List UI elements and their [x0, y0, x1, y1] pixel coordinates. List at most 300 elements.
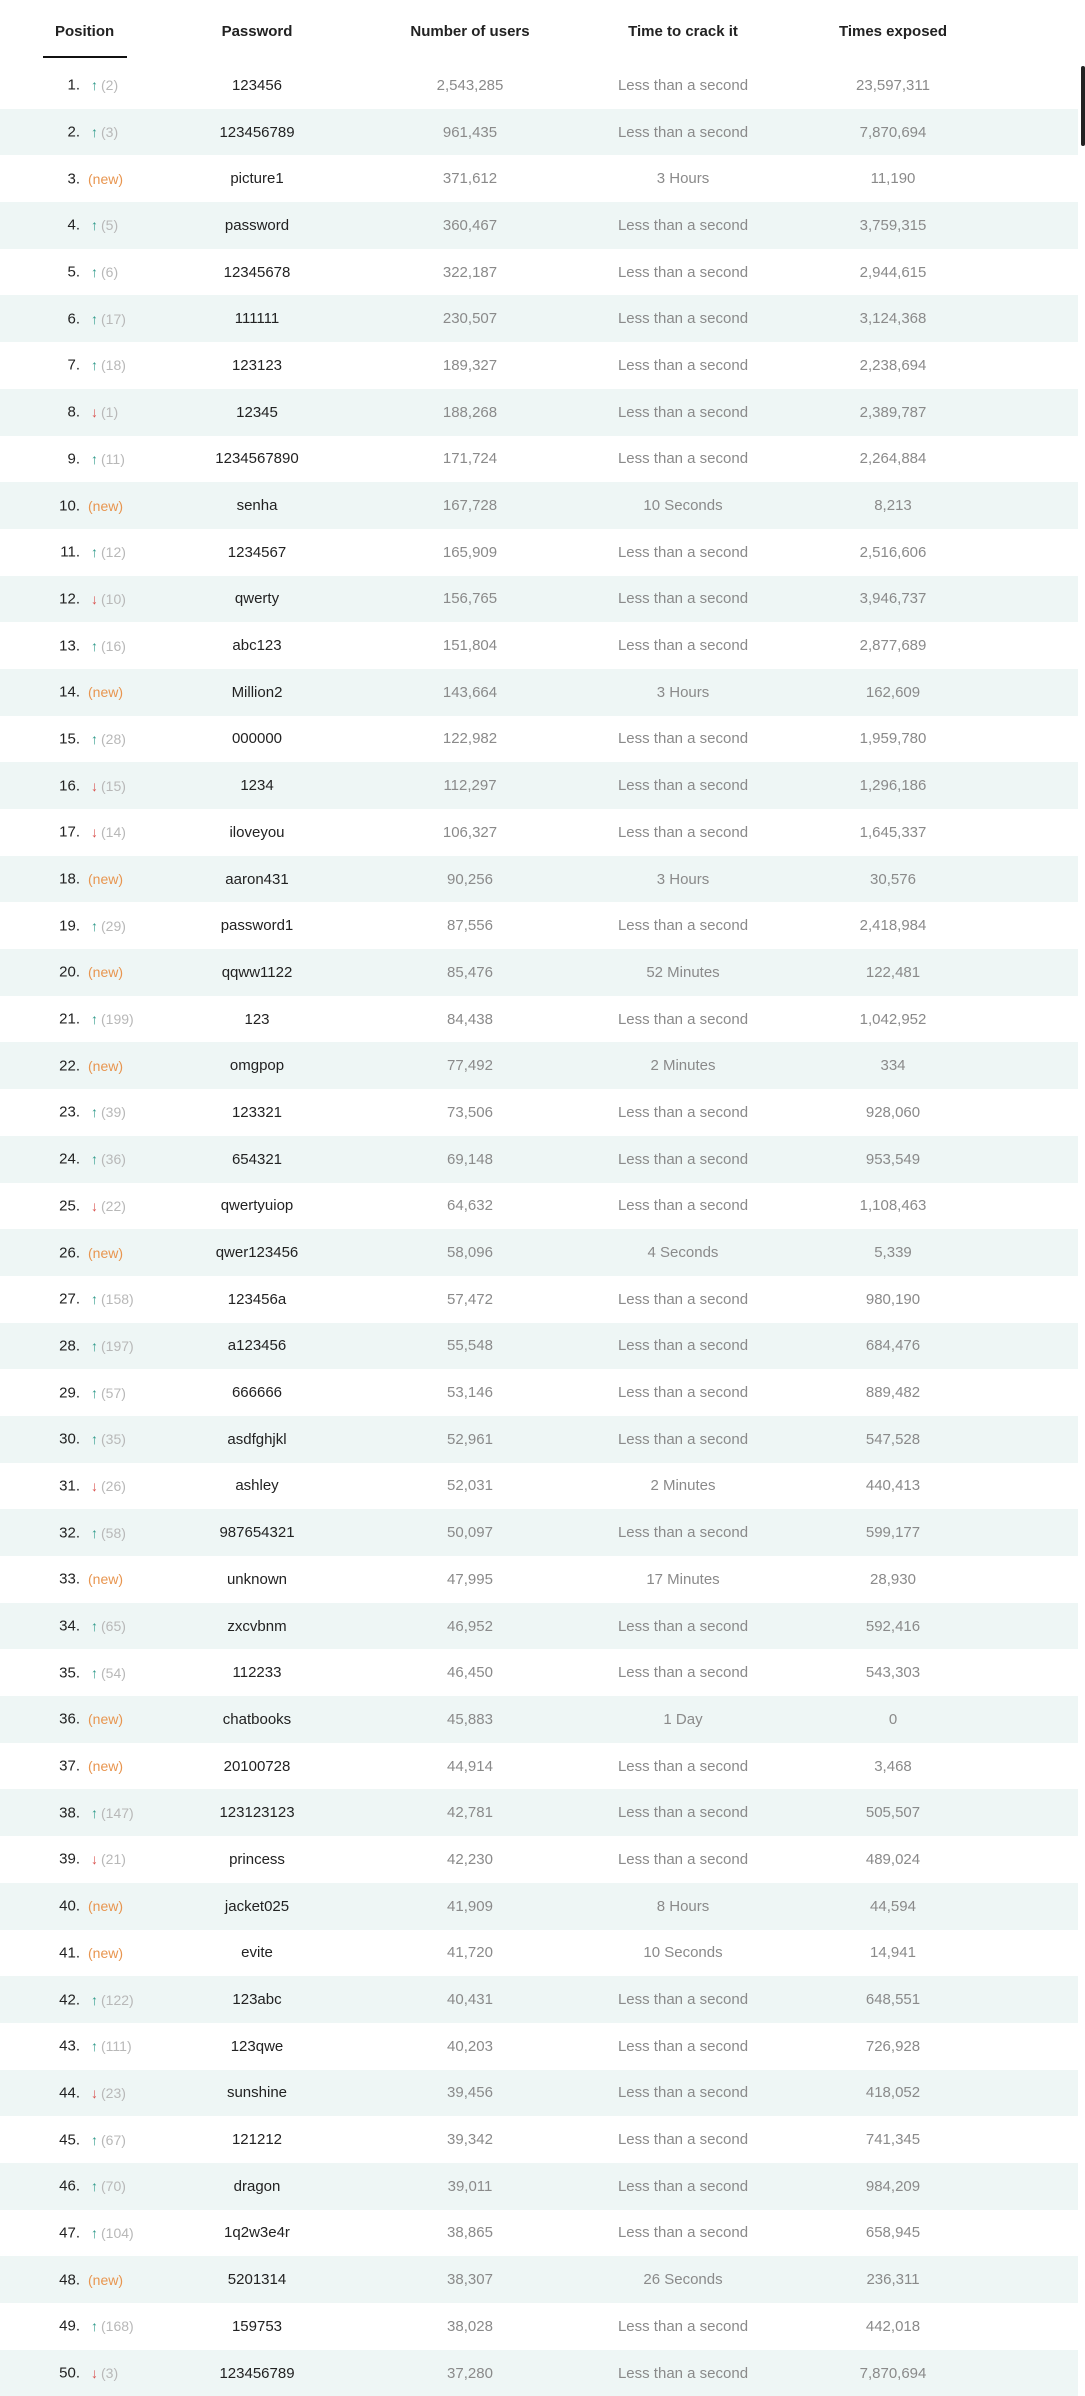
- previous-rank: (6): [101, 264, 119, 281]
- users-count-cell: 44,914: [447, 1757, 493, 1775]
- users-count-cell: 42,230: [447, 1850, 493, 1868]
- crack-time-cell: Less than a second: [617, 1197, 749, 1215]
- column-header-position-label: Position: [55, 22, 115, 40]
- rank-change: [88, 2085, 126, 2101]
- previous-rank: (2): [101, 77, 119, 94]
- times-exposed-cell: 418,052: [865, 2084, 921, 2102]
- table-row: [0, 2116, 1078, 2163]
- rank-change: [88, 1431, 126, 1447]
- position-cell: [0, 2350, 172, 2396]
- rank-number: 16.: [59, 777, 80, 795]
- new-entry-tag: (new): [88, 2271, 124, 2288]
- password-cell: jacket025: [224, 1897, 290, 1915]
- rank-change: [88, 2132, 126, 2148]
- crack-time-cell: 3 Hours: [656, 683, 710, 701]
- users-count-cell: 37,280: [447, 2364, 493, 2382]
- crack-time-cell: Less than a second: [617, 917, 749, 935]
- table-row: [0, 295, 1078, 342]
- previous-rank: (111): [101, 2038, 132, 2055]
- users-count-cell: 230,507: [442, 310, 498, 328]
- table-row: [0, 2350, 1078, 2396]
- previous-rank: (3): [101, 124, 119, 141]
- rank-change: [88, 77, 118, 93]
- previous-rank: (23): [101, 2084, 126, 2101]
- times-exposed-cell: 23,597,311: [856, 76, 930, 94]
- position-cell: [0, 62, 172, 109]
- times-exposed-cell: 14,941: [870, 1944, 916, 1962]
- rank-number: 9.: [67, 450, 80, 468]
- password-cell: 12345678: [223, 263, 291, 281]
- times-exposed-cell: 1,296,186: [859, 777, 927, 795]
- table-row: [0, 1416, 1078, 1463]
- position-cell: [0, 1276, 172, 1323]
- crack-time-cell: Less than a second: [617, 1664, 749, 1682]
- times-exposed-cell: 928,060: [865, 1103, 921, 1121]
- rank-number: 33.: [59, 1570, 80, 1588]
- rank-change: [88, 124, 118, 140]
- arrow-up-icon: ↑: [91, 264, 98, 281]
- rank-change: [88, 1945, 123, 1961]
- table-row: [0, 902, 1078, 949]
- crack-time-cell: Less than a second: [617, 730, 749, 748]
- times-exposed-cell: 543,303: [865, 1664, 921, 1682]
- rank-change: [88, 731, 126, 747]
- position-cell: [0, 202, 172, 249]
- arrow-up-icon: ↑: [91, 1104, 98, 1121]
- new-entry-tag: (new): [88, 871, 124, 888]
- arrow-down-icon: ↓: [91, 590, 98, 607]
- crack-time-cell: Less than a second: [617, 777, 749, 795]
- rank-change: [88, 264, 118, 280]
- rank-number: 37.: [59, 1757, 80, 1775]
- password-cell: 123: [244, 1010, 270, 1028]
- rank-change: [88, 1851, 126, 1867]
- crack-time-cell: Less than a second: [617, 1290, 749, 1308]
- password-cell: zxcvbnm: [227, 1617, 287, 1635]
- rank-change: [88, 964, 123, 980]
- arrow-up-icon: ↑: [91, 124, 98, 141]
- crack-time-cell: 10 Seconds: [643, 497, 723, 515]
- crack-time-cell: Less than a second: [617, 76, 749, 94]
- users-count-cell: 189,327: [442, 356, 498, 374]
- rank-change: [88, 2225, 134, 2241]
- rank-number: 29.: [59, 1384, 80, 1402]
- crack-time-cell: Less than a second: [617, 403, 749, 421]
- arrow-up-icon: ↑: [91, 1291, 98, 1308]
- times-exposed-cell: 1,108,463: [859, 1197, 927, 1215]
- times-exposed-cell: 442,018: [865, 2317, 921, 2335]
- users-count-cell: 84,438: [447, 1010, 493, 1028]
- table-row: [0, 2023, 1078, 2070]
- arrow-down-icon: ↓: [91, 1851, 98, 1868]
- crack-time-cell: Less than a second: [617, 1384, 749, 1402]
- users-count-cell: 73,506: [447, 1103, 493, 1121]
- arrow-up-icon: ↑: [91, 1524, 98, 1541]
- arrow-up-icon: ↑: [91, 217, 98, 234]
- password-cell: evite: [241, 1944, 273, 1962]
- table-row: [0, 436, 1078, 483]
- rank-number: 28.: [59, 1337, 80, 1355]
- password-cell: qwerty: [234, 590, 280, 608]
- users-count-cell: 165,909: [442, 543, 498, 561]
- arrow-up-icon: ↑: [91, 1151, 98, 1168]
- arrow-up-icon: ↑: [91, 77, 98, 94]
- password-cell: 987654321: [219, 1524, 295, 1542]
- column-header-users[interactable]: [342, 0, 598, 62]
- users-count-cell: 39,342: [447, 2131, 493, 2149]
- new-entry-tag: (new): [88, 1244, 124, 1261]
- previous-rank: (22): [101, 1197, 126, 1214]
- position-cell: [0, 1976, 172, 2023]
- users-count-cell: 52,031: [447, 1477, 493, 1495]
- rank-number: 43.: [59, 2037, 80, 2055]
- arrow-up-icon: ↑: [91, 544, 98, 561]
- password-cell: 1q2w3e4r: [224, 2224, 290, 2242]
- table-row: [0, 1369, 1078, 1416]
- rank-change: [88, 1058, 123, 1074]
- crack-time-cell: Less than a second: [617, 543, 749, 561]
- times-exposed-cell: 489,024: [865, 1850, 921, 1868]
- rank-number: 13.: [59, 637, 80, 655]
- users-count-cell: 52,961: [447, 1430, 493, 1448]
- rank-change: [88, 2178, 126, 2194]
- users-count-cell: 39,011: [447, 2177, 493, 2195]
- previous-rank: (12): [101, 544, 126, 561]
- users-count-cell: 64,632: [447, 1197, 493, 1215]
- arrow-up-icon: ↑: [91, 917, 98, 934]
- password-cell: qwer123456: [215, 1244, 299, 1262]
- rank-change: [88, 498, 123, 514]
- rank-number: 40.: [59, 1897, 80, 1915]
- users-count-cell: 45,883: [447, 1710, 493, 1728]
- rank-number: 15.: [59, 730, 80, 748]
- password-cell: ashley: [235, 1477, 279, 1495]
- position-cell: [0, 949, 172, 996]
- times-exposed-cell: 2,418,984: [859, 917, 927, 935]
- password-cell: chatbooks: [222, 1710, 292, 1728]
- crack-time-cell: 26 Seconds: [643, 2271, 723, 2289]
- password-cell: omgpop: [229, 1057, 285, 1075]
- times-exposed-cell: 44,594: [870, 1897, 916, 1915]
- users-count-cell: 38,307: [447, 2271, 493, 2289]
- new-entry-tag: (new): [88, 1944, 124, 1961]
- users-count-cell: 167,728: [442, 497, 498, 515]
- position-cell: [0, 622, 172, 669]
- position-cell: [0, 249, 172, 296]
- users-count-cell: 40,431: [447, 1991, 493, 2009]
- previous-rank: (10): [101, 590, 126, 607]
- new-entry-tag: (new): [88, 1711, 124, 1728]
- position-cell: [0, 1509, 172, 1556]
- table-row: [0, 1836, 1078, 1883]
- users-count-cell: 122,982: [442, 730, 498, 748]
- users-count-cell: 360,467: [442, 216, 498, 234]
- times-exposed-cell: 2,238,694: [859, 356, 927, 374]
- table-row: [0, 1556, 1078, 1603]
- crack-time-cell: Less than a second: [617, 2364, 749, 2382]
- position-cell: [0, 2210, 172, 2257]
- new-entry-tag: (new): [88, 1898, 124, 1915]
- password-cell: a123456: [227, 1337, 287, 1355]
- table-row: [0, 155, 1078, 202]
- users-count-cell: 69,148: [447, 1150, 493, 1168]
- scrollbar-thumb[interactable]: [1081, 66, 1085, 146]
- password-cell: password1: [220, 917, 294, 935]
- password-cell: 111111: [234, 310, 280, 328]
- rank-number: 44.: [59, 2084, 80, 2102]
- users-count-cell: 42,781: [447, 1804, 493, 1822]
- position-cell: [0, 2070, 172, 2117]
- previous-rank: (70): [101, 2178, 126, 2195]
- table-body: [0, 62, 1078, 2396]
- position-cell: [0, 155, 172, 202]
- table-row: [0, 1276, 1078, 1323]
- column-header-position[interactable]: [0, 0, 172, 62]
- users-count-cell: 46,952: [447, 1617, 493, 1635]
- previous-rank: (1): [101, 404, 119, 421]
- arrow-up-icon: ↑: [91, 310, 98, 327]
- arrow-up-icon: ↑: [91, 2131, 98, 2148]
- users-count-cell: 57,472: [447, 1290, 493, 1308]
- users-count-cell: 143,664: [442, 683, 498, 701]
- position-cell: [0, 669, 172, 716]
- times-exposed-cell: 7,870,694: [859, 2364, 927, 2382]
- arrow-up-icon: ↑: [91, 2224, 98, 2241]
- table-row: [0, 1229, 1078, 1276]
- previous-rank: (3): [101, 2365, 119, 2382]
- table-row: [0, 622, 1078, 669]
- rank-number: 6.: [67, 310, 80, 328]
- crack-time-cell: Less than a second: [617, 356, 749, 374]
- rank-change: [88, 544, 126, 560]
- position-cell: [0, 716, 172, 763]
- password-cell: 1234567890: [215, 450, 299, 468]
- new-entry-tag: (new): [88, 497, 124, 514]
- table-row: [0, 1789, 1078, 1836]
- rank-change: [88, 451, 125, 467]
- column-header-exposed-label: Times exposed: [838, 22, 948, 40]
- table-row: [0, 576, 1078, 623]
- previous-rank: (158): [101, 1291, 134, 1308]
- position-cell: [0, 2023, 172, 2070]
- new-entry-tag: (new): [88, 1758, 124, 1775]
- users-count-cell: 77,492: [447, 1057, 493, 1075]
- new-entry-tag: (new): [88, 1057, 124, 1074]
- position-cell: [0, 2163, 172, 2210]
- rank-change: [88, 1104, 126, 1120]
- rank-change: [88, 217, 118, 233]
- rank-change: [88, 404, 118, 420]
- position-cell: [0, 1229, 172, 1276]
- rank-number: 31.: [59, 1477, 80, 1495]
- arrow-down-icon: ↓: [91, 404, 98, 421]
- rank-change: [88, 2272, 123, 2288]
- position-cell: [0, 1136, 172, 1183]
- rank-change: [88, 918, 126, 934]
- position-cell: [0, 342, 172, 389]
- table-row: [0, 62, 1078, 109]
- rank-number: 5.: [67, 263, 80, 281]
- position-cell: [0, 1883, 172, 1930]
- arrow-up-icon: ↑: [91, 1384, 98, 1401]
- rank-number: 4.: [67, 216, 80, 234]
- users-count-cell: 961,435: [442, 123, 498, 141]
- users-count-cell: 38,865: [447, 2224, 493, 2242]
- crack-time-cell: Less than a second: [617, 1337, 749, 1355]
- crack-time-cell: Less than a second: [617, 1804, 749, 1822]
- rank-number: 42.: [59, 1991, 80, 2009]
- crack-time-cell: 3 Hours: [656, 170, 710, 188]
- users-count-cell: 41,909: [447, 1897, 493, 1915]
- users-count-cell: 39,456: [447, 2084, 493, 2102]
- password-cell: 123qwe: [230, 2037, 284, 2055]
- crack-time-cell: Less than a second: [617, 1991, 749, 2009]
- previous-rank: (199): [101, 1011, 134, 1028]
- table-row: [0, 1976, 1078, 2023]
- rank-number: 10.: [59, 497, 80, 515]
- times-exposed-cell: 440,413: [865, 1477, 921, 1495]
- rank-change: [88, 1198, 126, 1214]
- rank-number: 41.: [59, 1944, 80, 1962]
- position-cell: [0, 1836, 172, 1883]
- table-row: [0, 1183, 1078, 1230]
- rank-change: [88, 171, 123, 187]
- crack-time-cell: Less than a second: [617, 1524, 749, 1542]
- column-header-password[interactable]: [172, 0, 342, 62]
- position-cell: [0, 529, 172, 576]
- position-cell: [0, 902, 172, 949]
- users-count-cell: 151,804: [442, 637, 498, 655]
- previous-rank: (168): [101, 2318, 134, 2335]
- password-cell: asdfghjkl: [227, 1430, 287, 1448]
- users-count-cell: 171,724: [442, 450, 498, 468]
- password-cell: 5201314: [227, 2271, 287, 2289]
- rank-change: [88, 2038, 132, 2054]
- crack-time-cell: Less than a second: [617, 1150, 749, 1168]
- arrow-up-icon: ↑: [91, 730, 98, 747]
- crack-time-cell: 17 Minutes: [646, 1570, 720, 1588]
- users-count-cell: 46,450: [447, 1664, 493, 1682]
- rank-change: [88, 1151, 126, 1167]
- times-exposed-cell: 980,190: [865, 1290, 921, 1308]
- password-cell: unknown: [226, 1570, 288, 1588]
- active-sort-indicator: [43, 56, 127, 58]
- crack-time-cell: Less than a second: [617, 637, 749, 655]
- position-cell: [0, 2116, 172, 2163]
- previous-rank: (26): [101, 1477, 126, 1494]
- crack-time-cell: Less than a second: [617, 2317, 749, 2335]
- times-exposed-cell: 11,190: [870, 170, 916, 188]
- rank-number: 23.: [59, 1103, 80, 1121]
- new-entry-tag: (new): [88, 170, 124, 187]
- position-cell: [0, 1183, 172, 1230]
- password-cell: senha: [236, 497, 278, 515]
- previous-rank: (28): [101, 730, 126, 747]
- previous-rank: (36): [101, 1151, 126, 1168]
- password-cell: 121212: [231, 2131, 283, 2149]
- rank-change: [88, 684, 123, 700]
- times-exposed-cell: 505,507: [865, 1804, 921, 1822]
- previous-rank: (29): [101, 917, 126, 934]
- table-row: [0, 529, 1078, 576]
- users-count-cell: 106,327: [442, 823, 498, 841]
- password-cell: 123123: [231, 356, 283, 374]
- arrow-up-icon: ↑: [91, 1664, 98, 1681]
- times-exposed-cell: 122,481: [865, 963, 921, 981]
- password-cell: 666666: [231, 1384, 283, 1402]
- previous-rank: (14): [101, 824, 126, 841]
- crack-time-cell: Less than a second: [617, 123, 749, 141]
- crack-time-cell: Less than a second: [617, 450, 749, 468]
- password-cell: sunshine: [226, 2084, 288, 2102]
- position-cell: [0, 996, 172, 1043]
- rank-change: [88, 1385, 126, 1401]
- rank-change: [88, 824, 126, 840]
- arrow-up-icon: ↑: [91, 1804, 98, 1821]
- password-cell: picture1: [230, 170, 284, 188]
- times-exposed-cell: 3,124,368: [859, 310, 927, 328]
- position-cell: [0, 295, 172, 342]
- position-cell: [0, 1556, 172, 1603]
- position-cell: [0, 1649, 172, 1696]
- times-exposed-cell: 8,213: [874, 497, 912, 515]
- crack-time-cell: 8 Hours: [656, 1897, 710, 1915]
- rank-change: [88, 357, 126, 373]
- crack-time-cell: 3 Hours: [656, 870, 710, 888]
- crack-time-cell: Less than a second: [617, 1430, 749, 1448]
- crack-time-cell: 2 Minutes: [650, 1057, 716, 1075]
- position-cell: [0, 1463, 172, 1510]
- rank-number: 2.: [67, 123, 80, 141]
- rank-change: [88, 1898, 123, 1914]
- table-row: [0, 1696, 1078, 1743]
- times-exposed-cell: 2,944,615: [859, 263, 927, 281]
- rank-change: [88, 1338, 134, 1354]
- times-exposed-cell: 162,609: [865, 683, 921, 701]
- table-row: [0, 949, 1078, 996]
- users-count-cell: 41,720: [447, 1944, 493, 1962]
- times-exposed-cell: 7,870,694: [859, 123, 927, 141]
- arrow-up-icon: ↑: [91, 637, 98, 654]
- rank-number: 30.: [59, 1430, 80, 1448]
- times-exposed-cell: 889,482: [865, 1384, 921, 1402]
- rank-number: 47.: [59, 2224, 80, 2242]
- table-row: [0, 389, 1078, 436]
- previous-rank: (104): [101, 2224, 134, 2241]
- rank-number: 11.: [60, 543, 80, 561]
- password-cell: 123456789: [219, 123, 295, 141]
- password-cell: 000000: [231, 730, 283, 748]
- previous-rank: (15): [101, 777, 126, 794]
- crack-time-cell: 1 Day: [663, 1710, 703, 1728]
- rank-change: [88, 2365, 118, 2381]
- rank-number: 22.: [59, 1057, 80, 1075]
- column-header-users-label: Number of users: [410, 22, 530, 40]
- position-cell: [0, 1042, 172, 1089]
- column-header-exposed[interactable]: [768, 0, 1018, 62]
- users-count-cell: 85,476: [447, 963, 493, 981]
- rank-change: [88, 311, 126, 327]
- arrow-up-icon: ↑: [91, 1337, 98, 1354]
- password-cell: password: [224, 216, 290, 234]
- arrow-down-icon: ↓: [91, 1197, 98, 1214]
- rank-number: 49.: [59, 2317, 80, 2335]
- column-header-crack-time[interactable]: [598, 0, 768, 62]
- times-exposed-cell: 1,042,952: [859, 1010, 927, 1028]
- arrow-down-icon: ↓: [91, 2365, 98, 2382]
- users-count-cell: 371,612: [442, 170, 498, 188]
- crack-time-cell: Less than a second: [617, 263, 749, 281]
